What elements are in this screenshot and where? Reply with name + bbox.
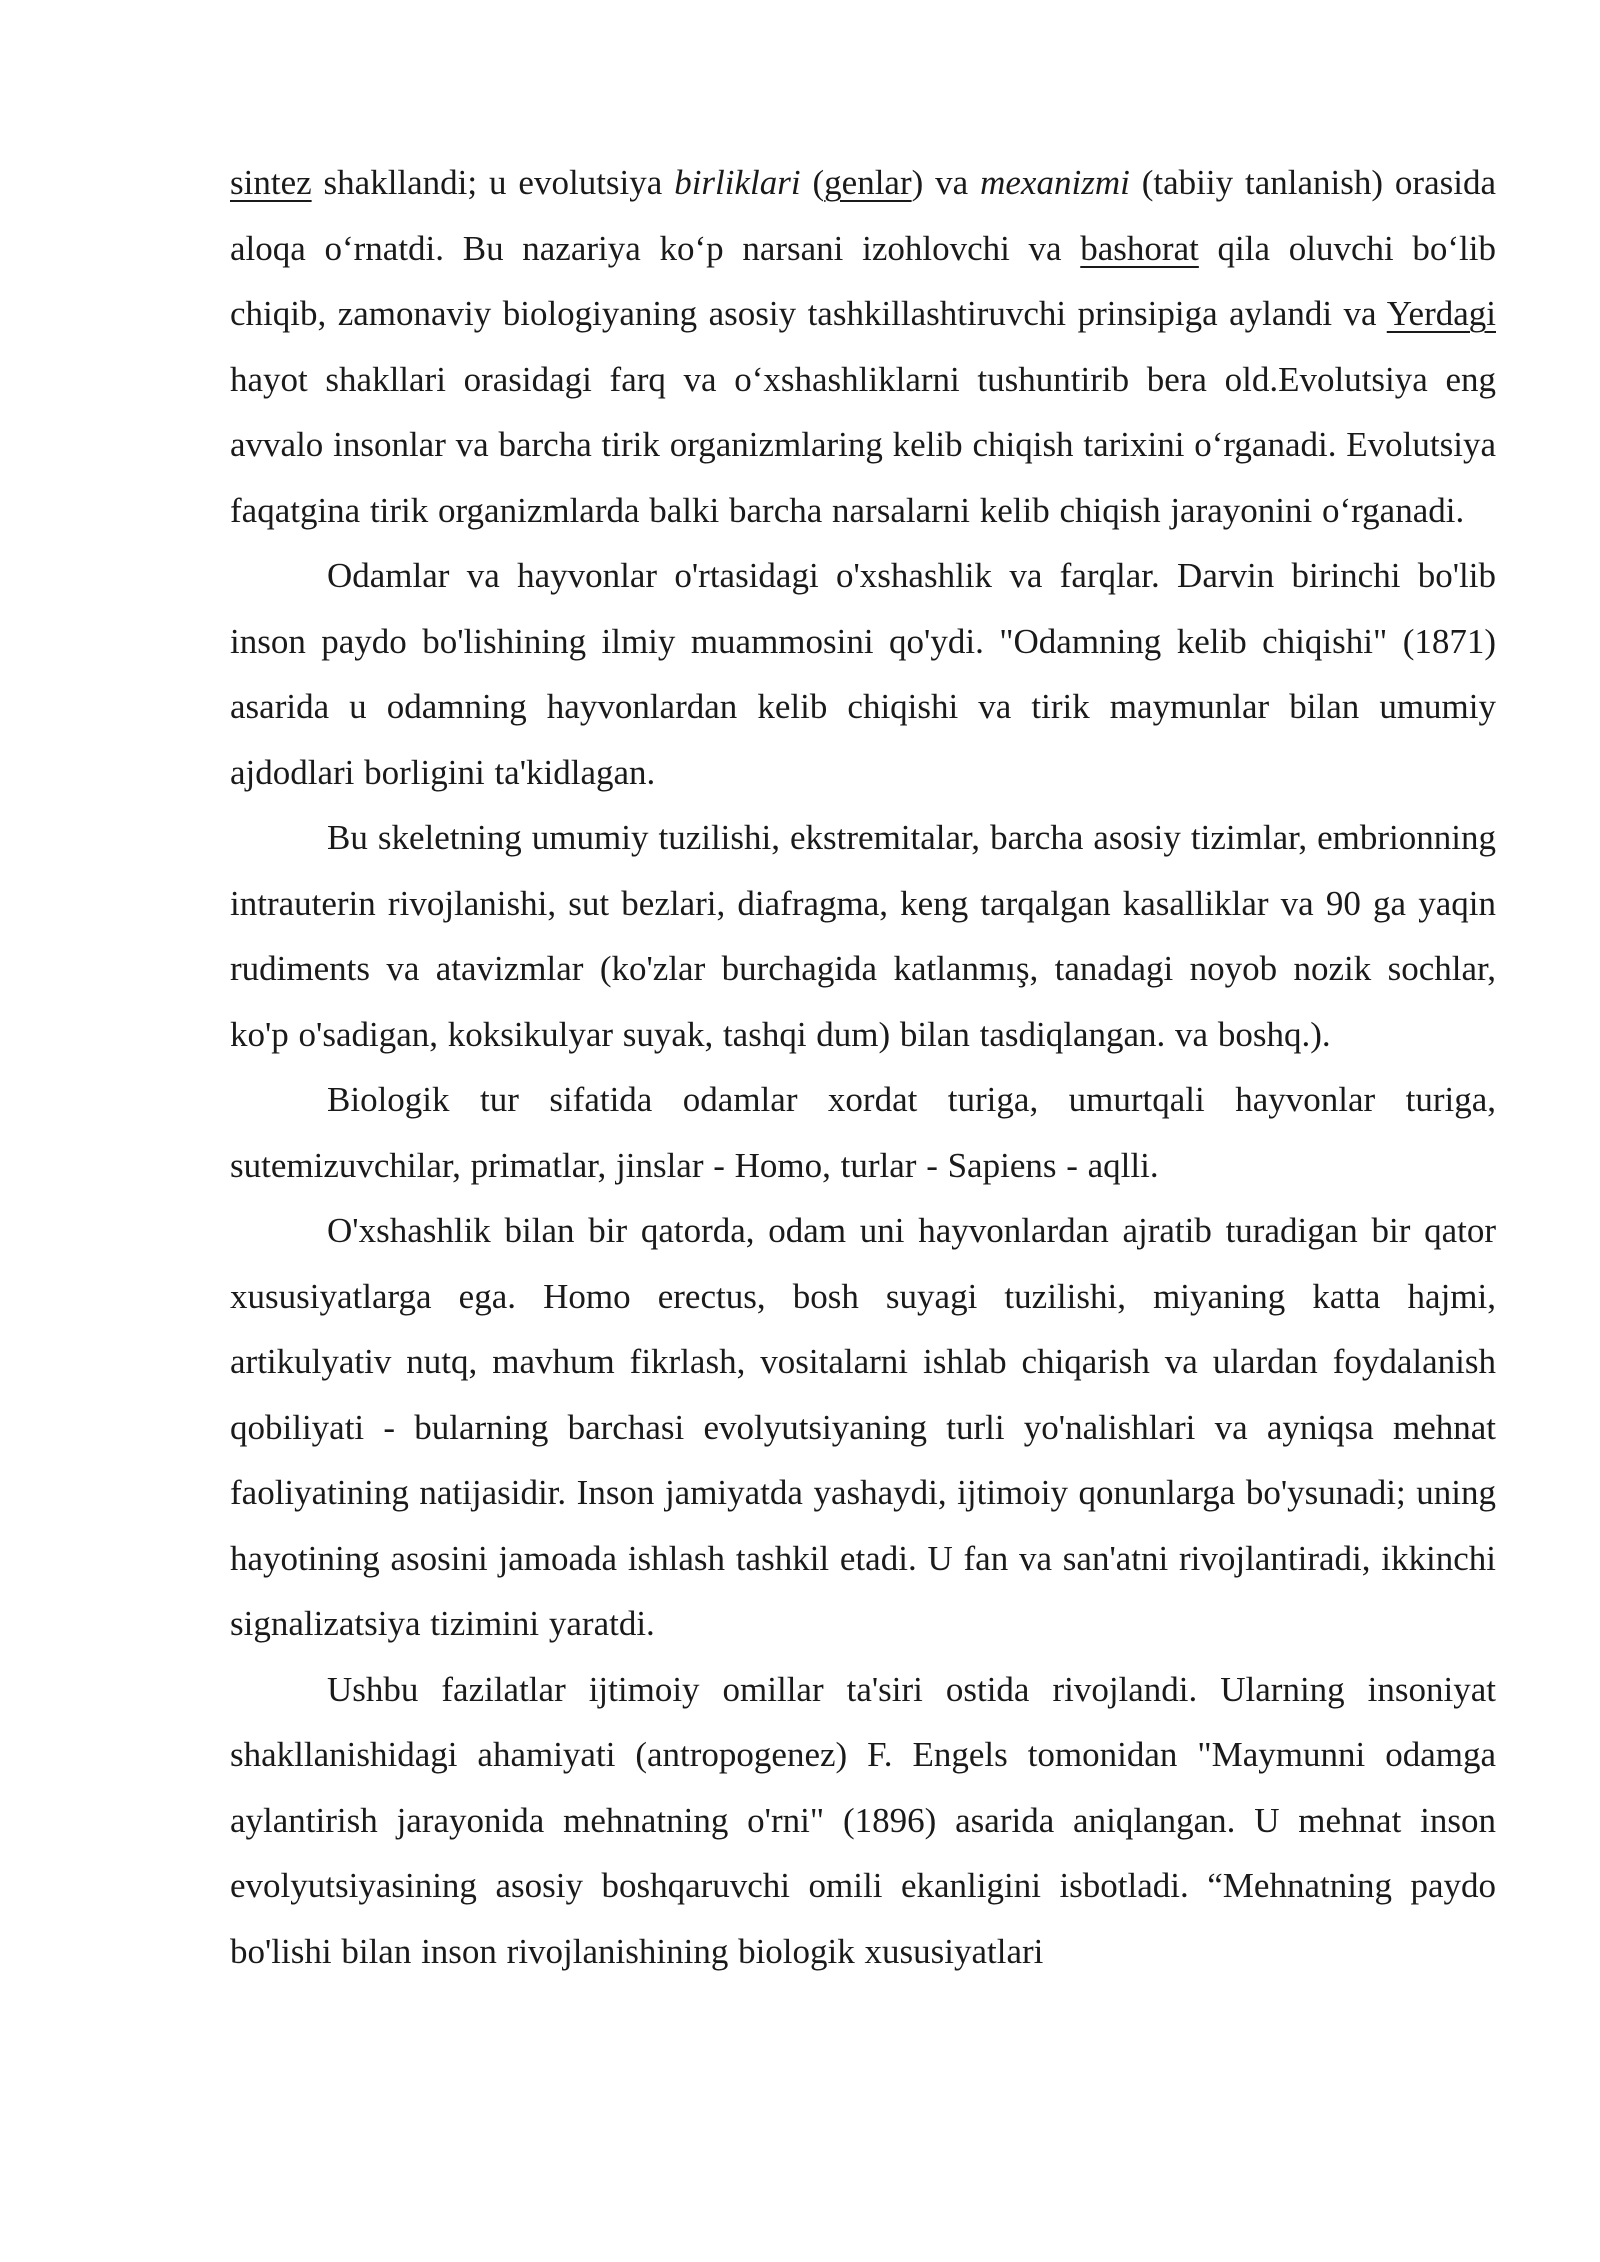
text-run: Ushbu fazilatlar ijtimoiy omillar ta'siri ostida rivojlandi. Ularning insoniyat shakllanishidagi ahamiyati (antropogenez) F. Engels tomonidan "Maymunni odamga aylantirish jarayonida mehnatning o'rni" (1896) asarida aniqlangan. U mehnat inson evolyutsiyasining asosiy boshqaruvchi omili ekanligini isbotladi. “Mehnatning paydo bo'lishi bilan inson rivojlanishining biologik xususiyatlari [230,1669,1496,1971]
text-run: shakllandi; u evolutsiya [311,163,675,202]
text-run: qila oluvchi bo‘lib chiqib, zamonaviy biologiyaning asosiy tashkillashtiruvchi prinsipiga aylandi va [230,228,1496,333]
text-run: Odamlar va hayvonlar o'rtasidagi o'xshashlik va farqlar. Darvin birinchi bo'lib inson paydo bo'lishining ilmiy muammosini qo'ydi. "Odamning kelib chiqishi" (1871) asarida u odamning hayvonlardan kelib chiqishi va tirik maymunlar bilan umumiy ajdodlari borligini ta'kidlagan. [230,556,1496,792]
hyperlink-genlar[interactable]: genlar [824,163,912,202]
paragraph [230,150,1496,543]
text-run: (tabiiy tanlanish) orasida aloqa o‘rnatdi. Bu nazariya ko‘p narsani izohlovchi va [230,163,1496,268]
paragraph [230,1067,1496,1198]
paragraph [230,1198,1496,1657]
paragraph [230,1657,1496,1985]
document-body [230,150,1496,1984]
hyperlink-bashorat[interactable]: bashorat [1080,228,1199,268]
text-run: O'xshashlik bilan bir qatorda, odam uni hayvonlardan ajratib turadigan bir qator xususiyatlarga ega. Homo erectus, bosh suyagi tuzilishi, miyaning katta hajmi, artikulyativ nutq, mavhum fikrlash, vositalarni ishlab chiqarish va ulardan foydalanish qobiliyati - bularning barchasi evolyutsiyaning turli yo'nalishlari va ayniqsa mehnat faoliyatining natijasidir. Inson jamiyatda yashaydi, ijtimoiy qonunlarga bo'ysunadi; uning hayotining asosini jamoada ishlash tashkil etadi. U fan va san'atni rivojlantiradi, ikkinchi signalizatsiya tizimini yaratdi. [230,1211,1496,1643]
text-run: Biologik tur sifatida odamlar xordat turiga, umurtqali hayvonlar turiga, sutemizuvchilar, primatlar, jinslar - Homo, turlar - Sapiens - aqlli. [230,1080,1496,1185]
hyperlink-sintez[interactable]: sintez [230,163,312,202]
paragraph [230,543,1496,805]
paragraph [230,805,1496,1067]
text-run: Bu skeletning umumiy tuzilishi, ekstremitalar, barcha asosiy tizimlar, embrionning intrauterin rivojlanishi, sut bezlari, diafragma, keng tarqalgan kasalliklar va 90 ga yaqin rudiments va atavizmlar (ko'zlar burchagida katlanmış, tanadagi noyob nozik sochlar, ko'p o'sadigan, koksikulyar suyak, tashqi dum) bilan tasdiqlangan. va boshq.). [230,818,1496,1054]
hyperlink-yerdagi[interactable]: Yerdagi [1386,294,1496,333]
text-run: ) va [911,163,981,202]
italic-text-run: mexanizmi [980,163,1130,202]
italic-text-run: birliklari [674,163,801,202]
text-run: hayot shakllari orasidagi farq va o‘xshashliklarni tushuntirib bera old.Evolutsiya eng avvalo insonlar va barcha tirik organizmlaring kelib chiqish tarixini o‘rganadi. Evolutsiya faqatgina tirik organizmlarda balki barcha narsalarni kelib chiqish jarayonini o‘rganadi. [230,359,1496,530]
text-run: ( [800,163,825,202]
